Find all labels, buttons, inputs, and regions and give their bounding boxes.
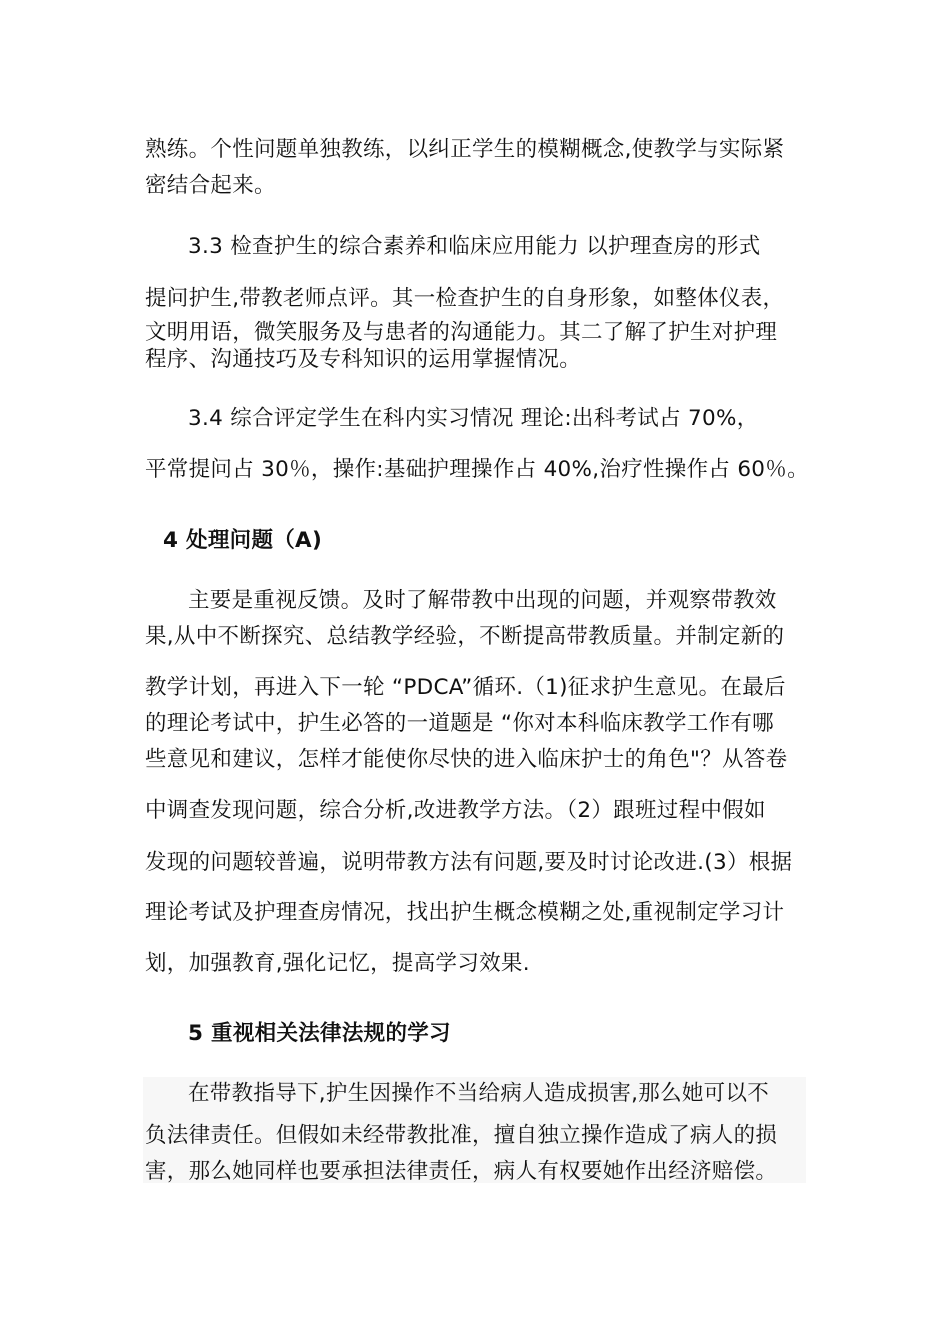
- text-line: 主要是重视反馈。及时了解带教中出现的问题，并观察带教效: [188, 588, 777, 613]
- text-line: 熟练。个性问题单独教练，以纠正学生的模糊概念,使教学与实际紧: [145, 137, 785, 162]
- text-line: 的理论考试中，护生必答的一道题是 “你对本科临床教学工作有哪: [145, 711, 774, 736]
- section-4-heading: 4 处理问题（A): [163, 528, 323, 553]
- text-line: 理论考试及护理查房情况，找出护生概念模糊之处,重视制定学习计: [145, 900, 785, 925]
- text-line: 果,从中不断探究、总结教学经验，不断提高带教质量。并制定新的: [145, 624, 785, 649]
- text-line: 负法律责任。但假如未经带教批准，擅自独立操作造成了病人的损: [145, 1123, 778, 1148]
- text-line: 平常提问占 30％，操作:基础护理操作占 40%,治疗性操作占 60％。: [145, 457, 809, 482]
- text-line: 程序、沟通技巧及专科知识的运用掌握情况。: [145, 347, 582, 372]
- text-line: 文明用语，微笑服务及与患者的沟通能力。其二了解了护生对护理: [145, 320, 778, 345]
- text-line: 害，那么她同样也要承担法律责任，病人有权要她作出经济赔偿。: [145, 1159, 778, 1184]
- text-line: 在带教指导下,护生因操作不当给病人造成损害,那么她可以不: [188, 1081, 770, 1106]
- text-line: 密结合起来。: [145, 173, 276, 198]
- section-3-3-title-line: 3.3 检查护生的综合素养和临床应用能力 以护理查房的形式: [188, 234, 761, 259]
- section-5-heading: 5 重视相关法律法规的学习: [188, 1021, 451, 1046]
- text-line: 发现的问题较普遍，说明带教方法有问题,要及时讨论改进.(3）根据: [145, 850, 793, 875]
- text-line: 些意见和建议，怎样才能使你尽快的进入临床护士的角色"？从答卷: [145, 747, 788, 772]
- text-line: 中调查发现问题，综合分析,改进教学方法。（2）跟班过程中假如: [145, 798, 766, 823]
- section-3-4-title-line: 3.4 综合评定学生在科内实习情况 理论:出科考试占 70%，: [188, 406, 759, 431]
- text-line: 提问护生,带教老师点评。其一检查护生的自身形象，如整体仪表，: [145, 286, 785, 311]
- text-line: 划，加强教育,强化记忆，提高学习效果.: [145, 951, 530, 976]
- text-line: 教学计划，再进入下一轮 “PDCA”循环.（1)征求护生意见。在最后: [145, 675, 786, 700]
